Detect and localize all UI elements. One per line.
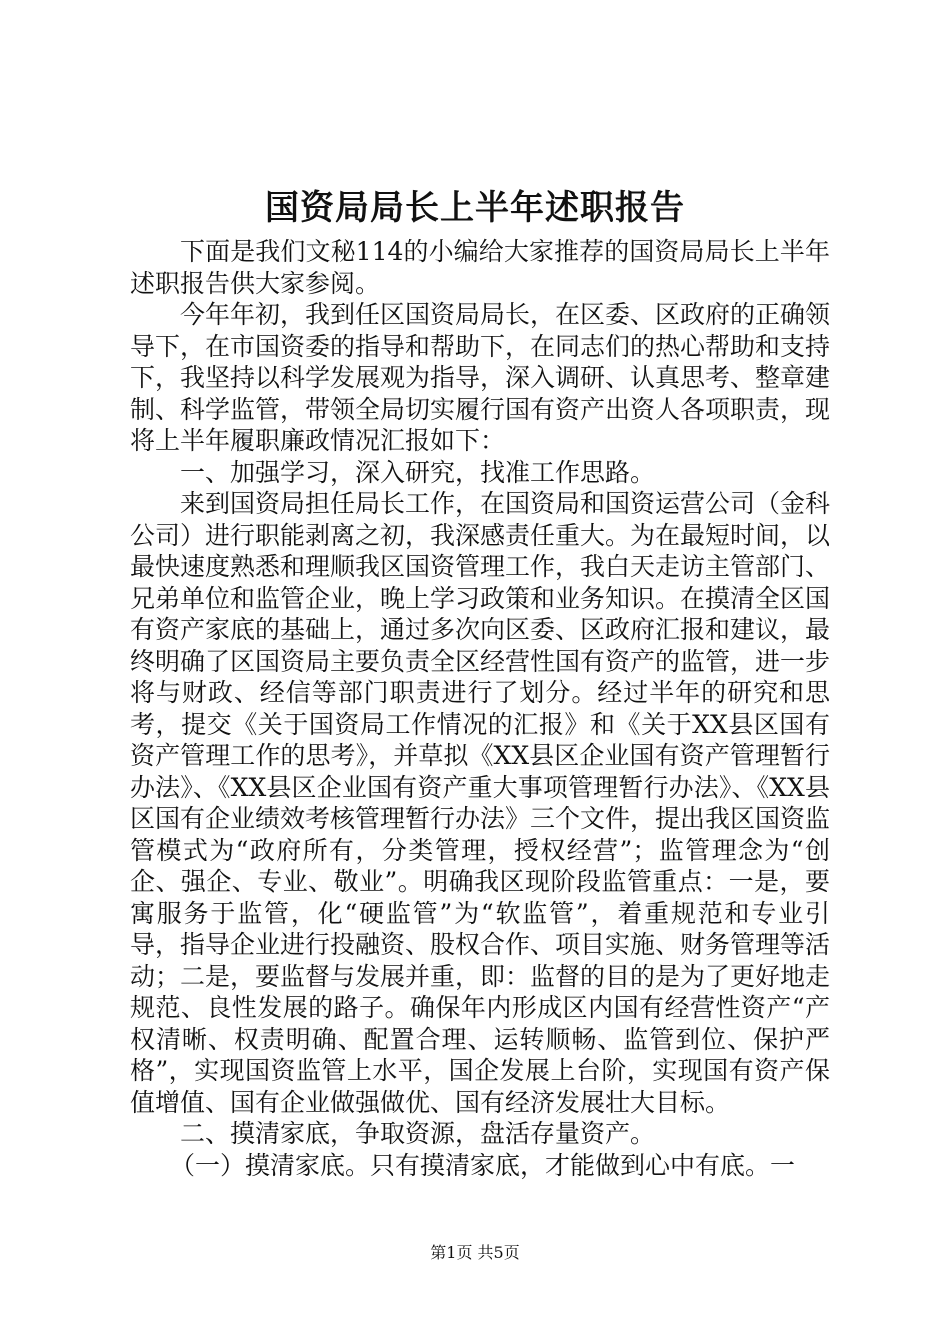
paragraph-opening: 今年年初，我到任区国资局局长，在区委、区政府的正确领导下，在市国资委的指导和帮助下，在同志们的热心帮助和支持下，我坚持以科学发展观为指导，深入调研、认真思考、整章建制、科学监管，带领全局切实履行国有资产出资人各项职责，现将上半年履职廉政情况汇报如下：	[130, 300, 831, 455]
document-title: 国资局局长上半年述职报告	[265, 188, 685, 228]
paragraph-subsection-1: （一）摸清家底。只有摸清家底，才能做到心中有底。一	[170, 1150, 796, 1180]
section-heading-1: 一、加强学习，深入研究，找准工作思路。	[180, 457, 656, 487]
document-body	[130, 236, 830, 1181]
page-footer: 第1页 共5页	[430, 1243, 520, 1262]
section-heading-2: 二、摸清家底，争取资源，盘活存量资产。	[180, 1119, 656, 1148]
paragraph-intro: 下面是我们文秘114的小编给大家推荐的国资局局长上半年述职报告供大家参阅。	[130, 237, 830, 298]
paragraph-section-1: 来到国资局担任局长工作，在国资局和国资运营公司（金科公司）进行职能剥离之初，我深感责任重大。为在最短时间，以最快速度熟悉和理顺我区国资管理工作，我白天走访主管部门、兄弟单位和监管企业，晚上学习政策和业务知识。在摸清全区国有资产家底的基础上，通过多次向区委、区政府汇报和建议，最终明确了区国资局主要负责全区经营性国有资产的监管，进一步将与财政、经信等部门职责进行了划分。经过半年的研究和思考，提交《关于国资局工作情况的汇报》和《关于XX县区国有资产管理工作的思考》，并草拟《XX县区企业国有资产管理暂行办法》、《XX县区企业国有资产重大事项管理暂行办法》、《XX县区国有企业绩效考核管理暂行办法》三个文件，提出我区国资监管模式为“政府所有，分类管理，授权经营”；监管理念为“创企、强企、专业、敬业”。明确我区现阶段监管重点：一是，要寓服务于监管，化“硬监管”为“软监管”，着重规范和专业引导，指导企业进行投融资、股权合作、项目实施、财务管理等活动；二是，要监督与发展并重，即：监督的目的是为了更好地走规范、良性发展的路子。确保年内形成区内国有经营性资产“产权清晰、权责明确、配置合理、运转顺畅、监管到位、保护严格”，实现国资监管上水平，国企发展上台阶，实现国有资产保值增值、国有企业做强做优、国有经济发展壮大目标。	[130, 489, 831, 1117]
